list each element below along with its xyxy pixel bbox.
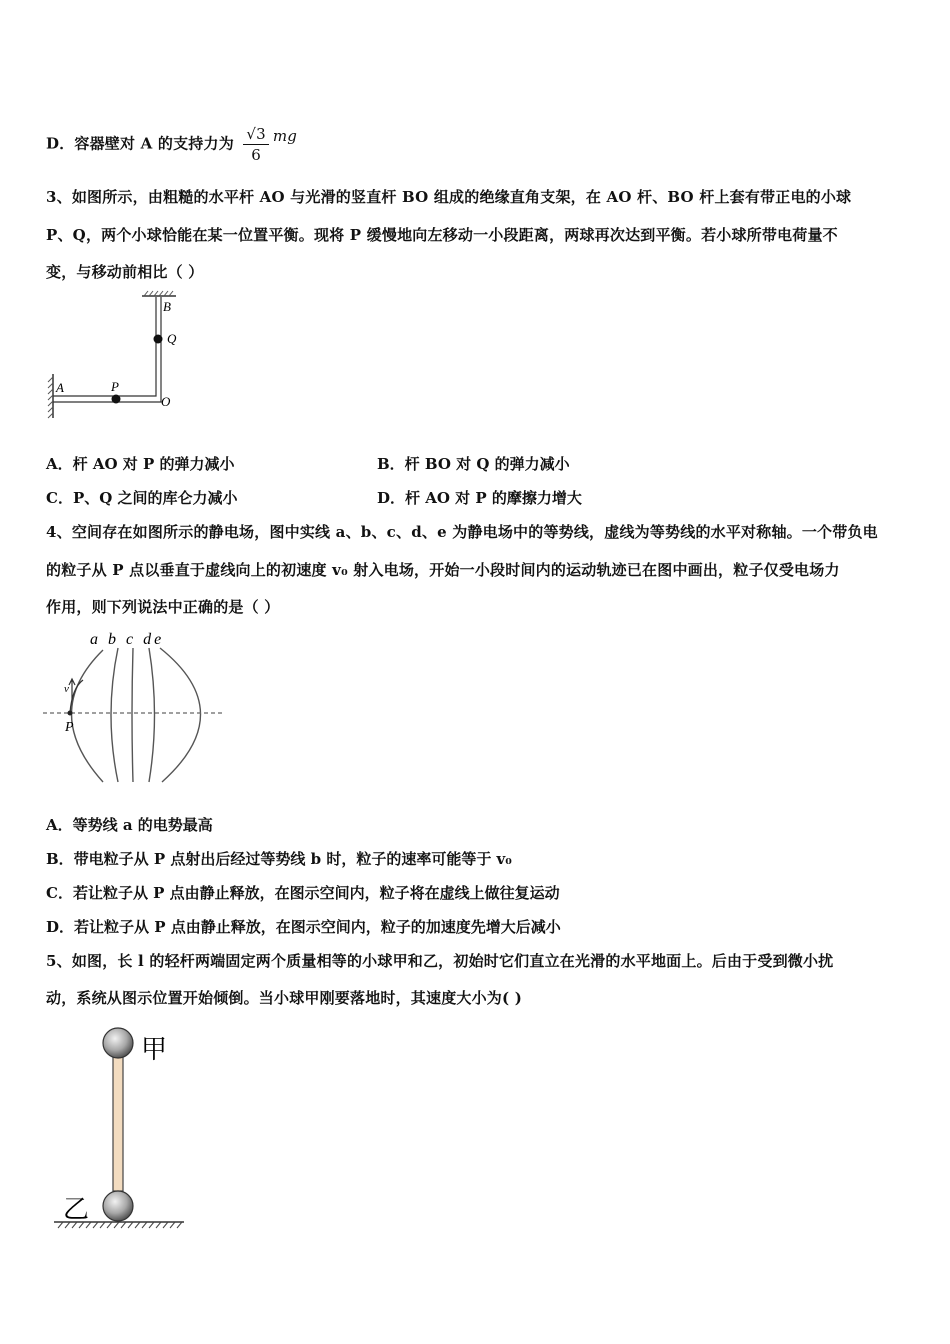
label-Q: Q	[167, 331, 177, 346]
q4-stem-line-2: 的粒子从 P 点以垂直于虚线向上的初速度 v₀ 射入电场，开始一小段时间内的运动轨迹已在图中画出，粒子仅受电场力	[46, 561, 840, 579]
q4-option-d: D．若让粒子从 P 点由静止释放，在图示空间内，粒子的加速度先增大后减小	[46, 918, 561, 936]
q4-stem-line-3: 作用，则下列说法中正确的是（ ）	[46, 598, 280, 616]
light-rod	[113, 1057, 123, 1191]
ball-jia	[103, 1028, 133, 1058]
label-B: B	[163, 299, 171, 314]
label-A: A	[56, 380, 64, 395]
q3-option-a: A．杆 AO 对 P 的弹力减小	[46, 455, 235, 473]
label-jia: 甲	[141, 1035, 168, 1064]
q2-option-d-unit: mg	[272, 126, 298, 145]
label-P: P	[111, 379, 119, 394]
q3-option-b: B．杆 BO 对 Q 的弹力减小	[377, 455, 570, 473]
q4-option-b: B．带电粒子从 P 点射出后经过等势线 b 时，粒子的速率可能等于 v₀	[46, 850, 512, 868]
fraction-denominator: 6	[251, 146, 261, 164]
label-O: O	[161, 394, 171, 409]
label-yi: 乙	[63, 1195, 90, 1224]
label-v: v	[64, 683, 69, 695]
q2-option-d-text: D．容器壁对 A 的支持力为	[46, 134, 234, 153]
q3-option-d: D．杆 AO 对 P 的摩擦力增大	[377, 489, 582, 507]
q5-stem-line-2: 动，系统从图示位置开始倾倒。当小球甲刚要落地时，其速度大小为( )	[46, 989, 523, 1007]
q4-option-a: A．等势线 a 的电势最高	[46, 816, 213, 834]
ball-yi	[103, 1191, 133, 1221]
equipotential-labels: a b c de	[90, 631, 165, 648]
label-P: P	[65, 720, 74, 735]
q3-stem-line-3: 变，与移动前相比（ ）	[46, 263, 204, 281]
q4-option-c: C．若让粒子从 P 点由静止释放，在图示空间内，粒子将在虚线上做往复运动	[46, 884, 560, 902]
q3-stem-line-1: 3、如图所示，由粗糙的水平杆 AO 与光滑的竖直杆 BO 组成的绝缘直角支架，在 AO 杆、BO 杆上套有带正电的小球	[46, 188, 852, 206]
q3-stem-line-2: P、Q，两个小球恰能在某一位置平衡。现将 P 缓慢地向左移动一小段距离，两球再次达到平衡。若小球所带电荷量不	[46, 226, 838, 244]
q3-option-c: C．P、Q 之间的库仑力减小	[46, 489, 238, 507]
q5-stem-line-1: 5、如图，长 l 的轻杆两端固定两个质量相等的小球甲和乙，初始时它们直立在光滑的水平地面上。后由于受到微小扰	[46, 952, 834, 970]
fraction-numerator: √3	[243, 124, 269, 145]
q4-stem-line-1: 4、空间存在如图所示的静电场，图中实线 a、b、c、d、e 为静电场中的等势线，虚线为等势线的水平对称轴。一个带负电	[46, 523, 878, 541]
